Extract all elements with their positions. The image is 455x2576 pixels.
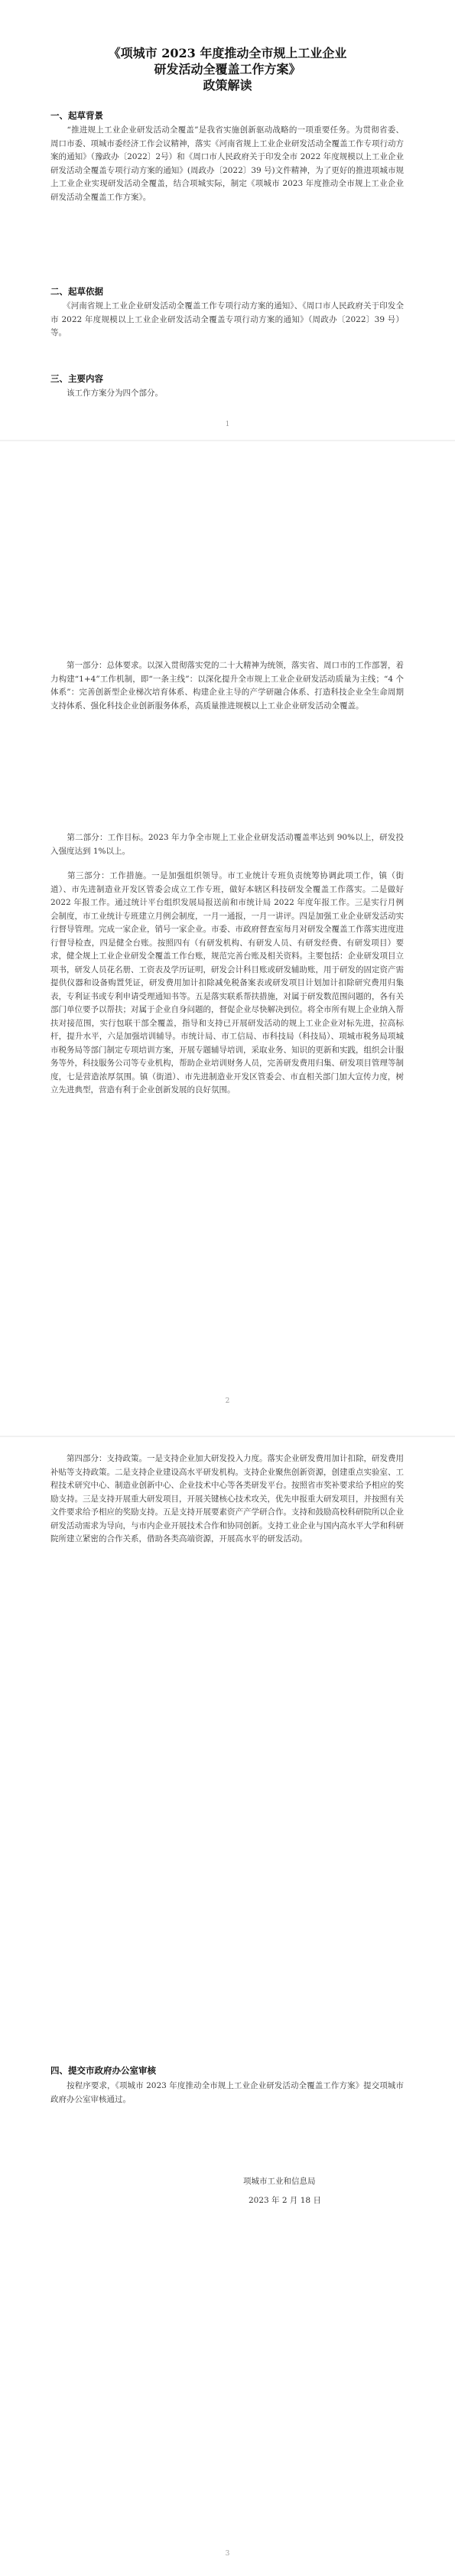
section-heading-content: 三、主要内容 (50, 373, 103, 384)
section-heading-background: 一、起草背景 (50, 110, 103, 121)
section-heading-basis: 二、起草依据 (50, 286, 103, 297)
section-heading-review: 四、提交市政府办公室审核 (50, 2065, 156, 2076)
document-title-line-2: 研发活动全覆盖工作方案》 (154, 62, 301, 76)
section-body-review: 按程序要求，《项城市 2023 年度推动全市规上工业企业研发活动全覆盖工作方案》提交项城市政府办公室审核通过。 (50, 2081, 404, 2104)
part-three-paragraph: 第三部分：工作措施。一是加强组织领导。市工业统计专班负责统筹协调此项工作，镇（街道）、市先进制造业开发区管委会成立工作专班，做好本辖区科技研发全覆盖工作落实。二是做好 2022 年报工作。通过统计平台组织发展局报送前和市统计局 2022 年度年报工作。三是实行月例会制度，市工业统计专班建立月例会制度，一月一通报，一月一讲评。四是加强工业企业研发活动实行督导管理。完成一家企业，销号一家企业。市委、市政府督查室每月对研发全覆盖工作落实进度进行督导检查，四是健全台账。按照四有（有研发机构、有研发人员、有研发经费、有研发项目）要求，健全规上工业企业研发全覆盖工作台账，规范完善台账及相关资料。主要包括：企业研发项目立项书，研发人员花名册、工资表及学历证明，研发会计科目账或研发辅助账，用于研发的固定资产需提供仪器和设备购置凭证，研发费用加计扣除减免税备案表或研发项目计划加计扣除研究费用归集表，专利证书或专利申请受理通知书等。五是落实联系帮扶措施，对属于研发数范围问题的，各有关部门单位要予以帮扶；对属于企业自身问题的，督促企业尽快解决到位。将全市所有规上企业纳入帮扶对接范围，实行包联干部全覆盖，指导和支持已开展研发活动的规上工业企业对标先进，拉高标杆，提升水平，六是加强培训辅导。市统计局、市工信局、市科技局（科技局）、项城市税务局项城市税务局等部门制定专项培训方案，开展专题辅导培训，采取业务、知识的更新和实践，组织会计服务等外，科技服务公司等专业机构，帮助企业培训财务人员，完善研发费用归集、研发项目管理等制度，七是营造浓厚氛围。镇（街道）、市先进制造业开发区管委会、市直相关部门加大宣传力度，树立先进典型，营造有利于企业创新发展的良好氛围。 (50, 871, 407, 1094)
page-number: 3 (225, 2550, 230, 2558)
page-number: 1 (225, 421, 230, 428)
document-title-line-3: 政策解读 (203, 78, 252, 93)
part-two-paragraph: 第二部分：工作目标。2023 年力争全市规上工业企业研发活动覆盖率达到 90%以上，研发投入强度达到 1%以上。 (50, 833, 404, 856)
document-page-3 (0, 1437, 455, 2576)
document-title-line-1: 《项城市 2023 年度推动全市规上工业企业 (108, 46, 347, 60)
section-body-content-intro: 该工作方案分为四个部分。 (50, 389, 163, 398)
page-number: 2 (225, 1397, 230, 1405)
document-page-2 (0, 441, 455, 1436)
signature-org: 项城市工业和信息局 (243, 2177, 316, 2186)
section-body-basis: 《河南省规上工业企业研发活动全覆盖工作专项行动方案的通知》、《周口市人民政府关于印发全市 2022 年度规模以上工业企业研发活动全覆盖专项行动方案的通知》（周政办〔2022〕39 号）等。 (50, 301, 404, 337)
section-body-background: “推进规上工业企业研发活动全覆盖”是我省实施创新驱动战略的一项重要任务。为贯彻省委、周口市委、项城市委经济工作会议精神，落实《河南省规上工业企业研发活动全覆盖工作专项行动方案的通知》（豫政办〔2022〕2号）和《周口市人民政府关于印发全市 2022 年度规模以上工业企业研发活动全覆盖专项行动方案的通知》(周政办〔2022〕39 号)文件精神，为了更好的推进项城市规上工业企业实现研发活动全覆盖，结合项城实际，制定《项城市 2023 年度推动全市规上工业企业研发活动全覆盖工作方案》。 (50, 125, 404, 202)
part-one-paragraph: 第一部分：总体要求。以深入贯彻落实党的二十大精神为统领，落实省、周口市的工作部署，着力构建“1+4”工作机制，即“一条主线”：以深化提升全市规上工业企业研发活动质量为主线；“4 个体系”：完善创新型企业梯次培育体系、构建企业主导的产学研融合体系、打造科技企业全生命周期支持体系、强化科技企业创新服务体系，高质量推进规模以上工业企业研发活动全覆盖。 (50, 661, 404, 711)
part-four-paragraph: 第四部分：支持政策。一是支持企业加大研发投入力度。落实企业研发费用加计扣除，研发费用补贴等支持政策。二是支持企业建设高水平研发机构。支持企业聚焦创新资源，创建重点实验室、工程技术研究中心、制造业创新中心、企业技术中心等各类研发平台。按照省市奖补要求给予相应的奖励支持。三是支持开展重大研发项目，开展关键核心技术攻关，优先申报重大研发项目，并按照有关文件要求给予相应的奖励支持。五是支持开展要素资产产学研合作。支持和鼓励高校科研院所以企业研发活动需求为导向，与市内企业开展技术合作和协同创新。支持工业企业与国内高水平大学和科研院所建立紧密的合作关系，借助各类高端资源，开展高水平的研发活动。 (50, 1454, 404, 1543)
signature-date: 2023 年 2 月 18 日 (249, 2196, 321, 2205)
